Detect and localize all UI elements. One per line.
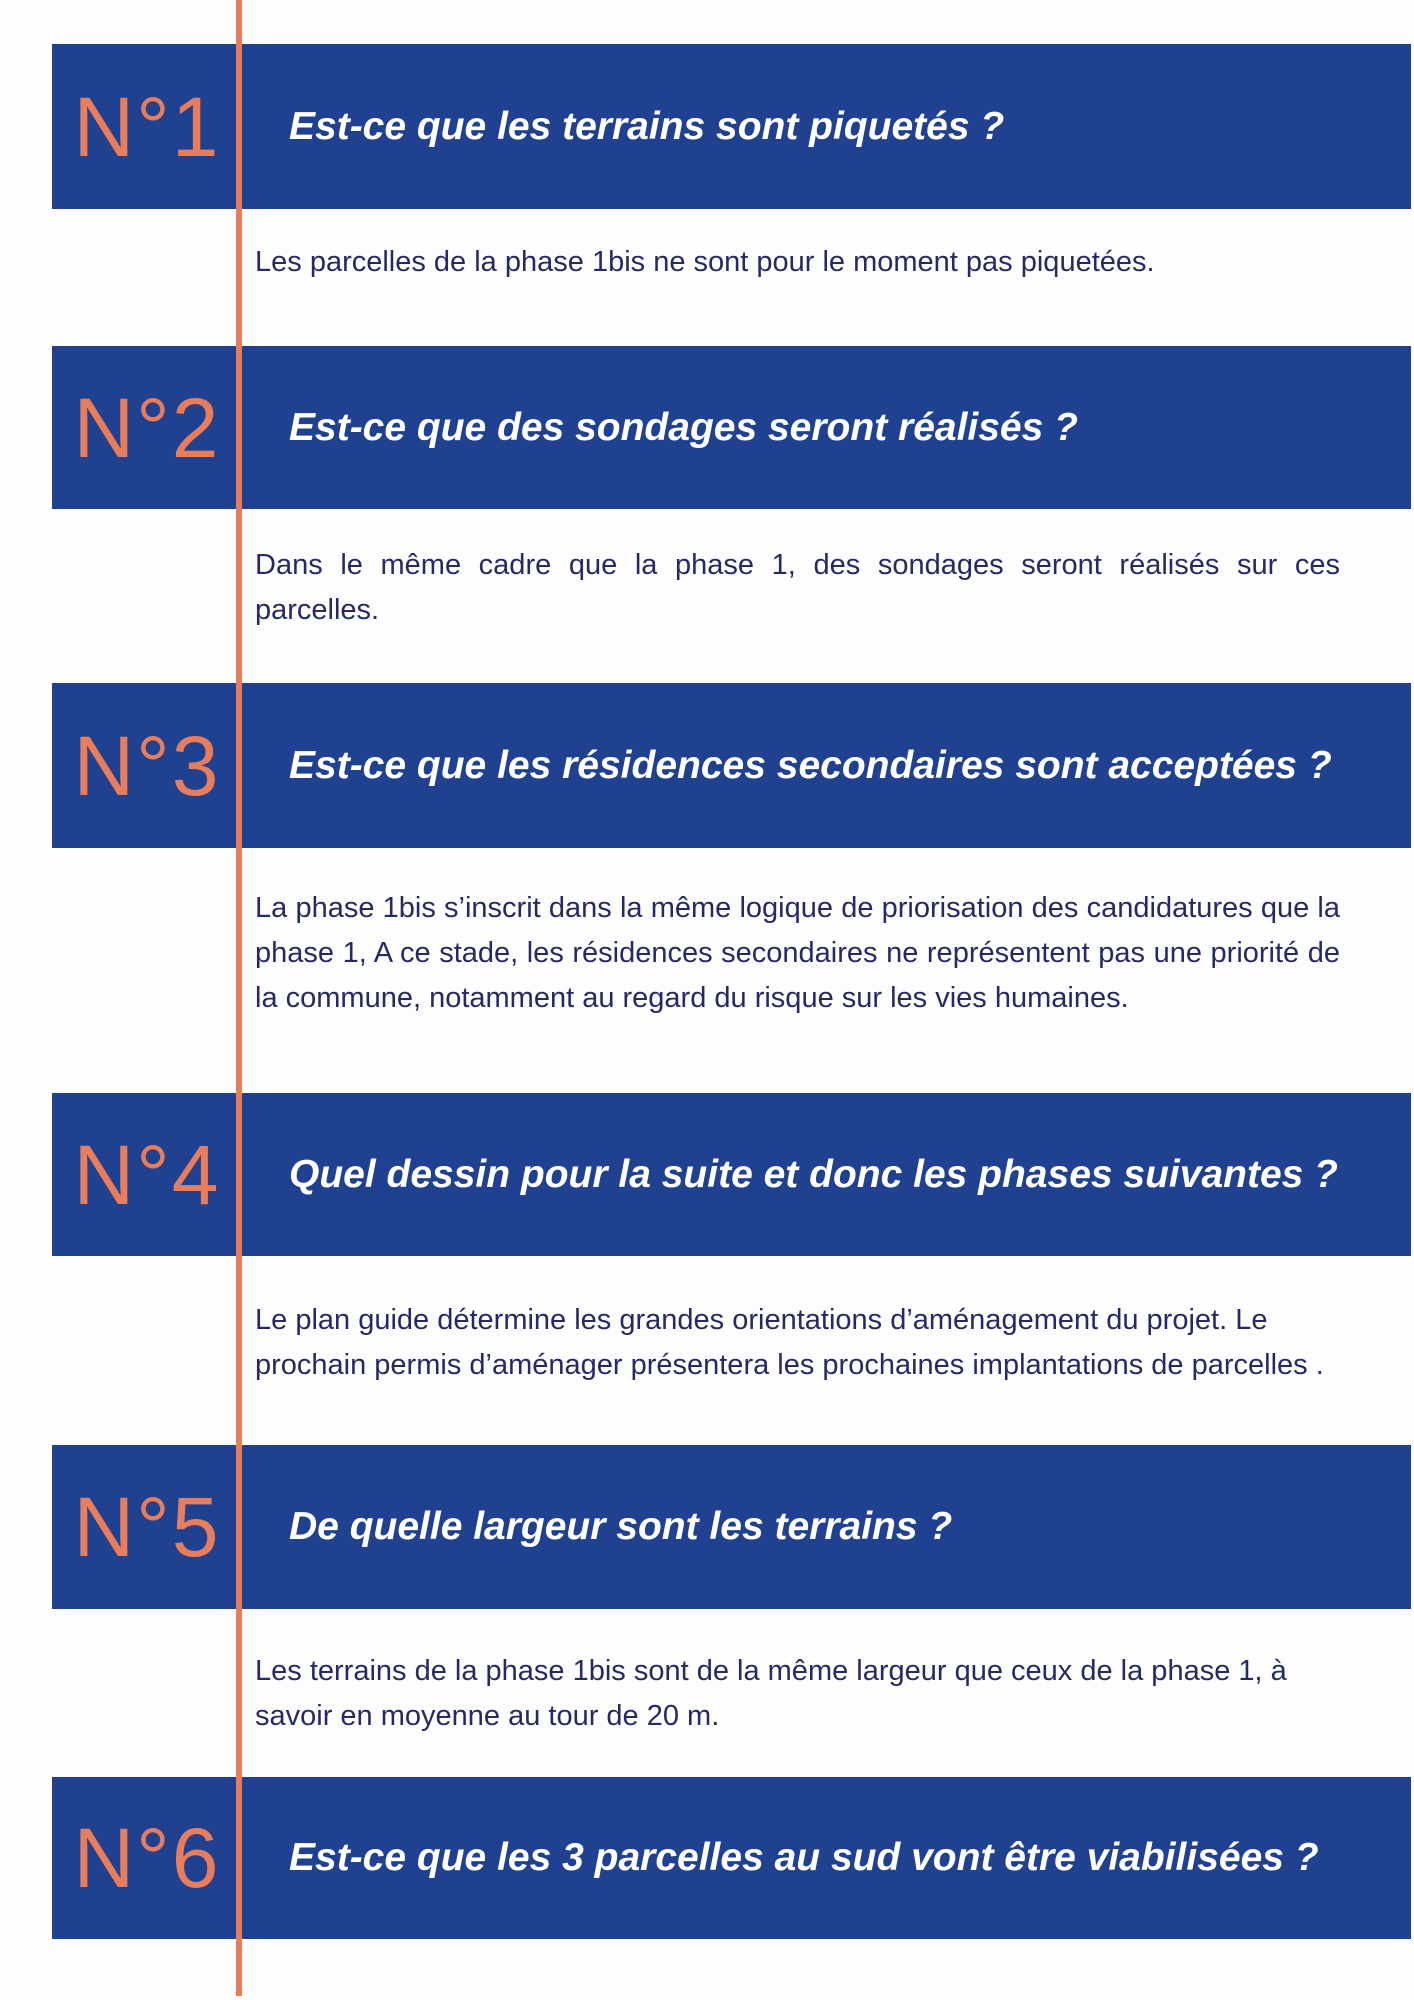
answer-text: Le plan guide détermine les grandes orientations d’aménagement du projet. Le prochain permis d’aménager présentera les prochaines implantations de parcelles . <box>255 1304 1324 1381</box>
question-bar <box>52 683 1411 848</box>
answer-text: Dans le même cadre que la phase 1, des sondages seront réalisés sur ces parcelles. <box>255 549 1340 626</box>
question-text: Est-ce que les 3 parcelles au sud vont être viabilisées ? <box>289 1836 1319 1879</box>
question-text: Quel dessin pour la suite et donc les phases suivantes ? <box>289 1152 1338 1196</box>
question-text: Est-ce que les résidences secondaires sont acceptées ? <box>289 743 1332 787</box>
question-number-badge: N°4 <box>73 1127 221 1222</box>
question-bar <box>52 1777 1411 1939</box>
question-number-badge: N°1 <box>73 79 221 174</box>
question-text: Est-ce que les terrains sont piquetés ? <box>289 104 1005 148</box>
question-text: De quelle largeur sont les terrains ? <box>289 1505 953 1548</box>
question-text: Est-ce que des sondages seront réalisés ? <box>289 405 1078 449</box>
answer-text: La phase 1bis s’inscrit dans la même logique de priorisation des candidatures que la phase 1, A ce stade, les résidences secondaires ne représentent pas une priorité de la commune, notamment au regard du risque sur les vies humaines. <box>255 892 1340 1014</box>
answer-text: Les parcelles de la phase 1bis ne sont pour le moment pas piquetées. <box>255 246 1155 278</box>
question-number-badge: N°2 <box>73 380 221 475</box>
vertical-accent-line <box>236 0 242 1996</box>
question-bar <box>52 44 1411 209</box>
question-bar <box>52 346 1411 509</box>
question-bar <box>52 1093 1411 1256</box>
answer-text: Les terrains de la phase 1bis sont de la même largeur que ceux de la phase 1, à savoir en moyenne au tour de 20 m. <box>255 1655 1287 1732</box>
question-number-badge: N°3 <box>73 718 221 813</box>
question-number-badge: N°6 <box>73 1811 221 1905</box>
question-bar <box>52 1445 1411 1609</box>
question-number-badge: N°5 <box>73 1480 221 1574</box>
